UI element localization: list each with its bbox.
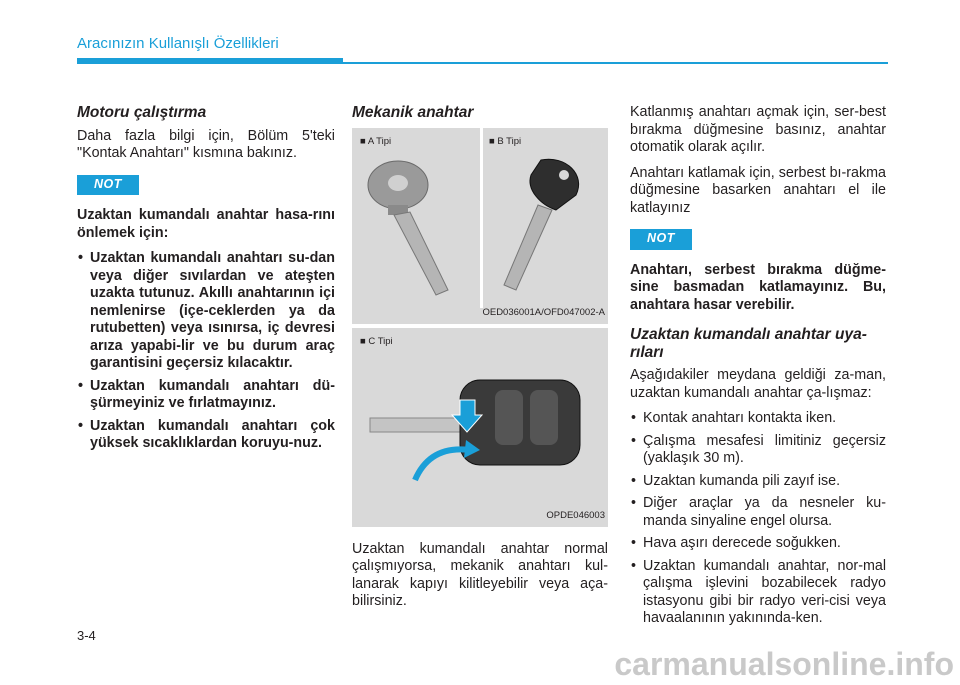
list-item: • Kontak anahtarı kontakta iken. — [630, 410, 886, 428]
key-type-a-image — [358, 150, 478, 300]
key-figure-bottom — [352, 328, 608, 527]
paragraph: Aşağıdakiler meydana geldiği za-man, uzaktan kumandalı anahtar ça-lışmaz: — [630, 367, 886, 401]
note-badge: NOT — [77, 175, 139, 196]
header-bar — [77, 58, 343, 64]
paragraph: Uzaktan kumandalı anahtar normal çalışmıyorsa, mekanik anahtarı kul-lanarak kapıyı kilitleyebilir veya aça-bilirsiniz. — [352, 540, 608, 609]
conditions-list — [630, 410, 886, 628]
list-item: • Uzaktan kumandalı anahtar, nor-mal çalışma işlevini bozabilecek radyo istasyonu gibi bir radyo veri-cisi veya havaalanının yakınında-ken. — [630, 558, 886, 628]
paragraph: Katlanmış anahtarı açmak için, ser-best bırakma düğmesine basınız, anahtar otomatik olarak açılır. — [630, 104, 886, 155]
list-item: • Hava aşırı derecede soğukken. — [630, 535, 886, 553]
warning-list — [77, 250, 335, 453]
header-line — [343, 62, 888, 64]
figure-label-a: ■ A Tipi — [360, 135, 392, 147]
section-title-mechanical-key: Mekanik anahtar — [352, 104, 474, 121]
watermark: carmanualsonline.info — [614, 646, 954, 682]
paragraph: Anahtarı katlamak için, serbest bı-rakma düğmesine basarken anahtarı el ile katlayınız — [630, 164, 886, 216]
list-item: • Uzaktan kumanda pili zayıf ise. — [630, 473, 886, 491]
page-number: 3-4 — [77, 628, 96, 643]
paragraph: Daha fazla bilgi için, Bölüm 5'teki "Kontak Anahtarı" kısmına bakınız. — [77, 127, 335, 161]
figure-label-b: ■ B Tipi — [489, 135, 522, 147]
figure-code: OPDE046003 — [546, 510, 605, 521]
list-item: • Uzaktan kumandalı anahtarı dü-şürmeyiniz ve fırlatmayınız. — [77, 378, 335, 413]
list-item: • Diğer araçlar ya da nesneler ku-manda sinyaline engel olursa. — [630, 495, 886, 530]
note-badge: NOT — [630, 229, 692, 250]
figure-divider — [480, 128, 483, 308]
column-right — [630, 104, 886, 636]
column-left — [77, 104, 335, 461]
note-text: Anahtarı, serbest bırakma düğme-sine basmadan katlamayınız. Bu, anahtara hasar verebilir. — [630, 261, 886, 313]
key-type-b-image — [486, 150, 606, 300]
header-title: Aracınızın Kullanışlı Özellikleri — [77, 35, 279, 52]
column-middle — [352, 104, 608, 619]
figure-code: OED036001A/OFD047002-A — [482, 307, 605, 318]
note-heading: Uzaktan kumandalı anahtar hasa-rını önlemek için: — [77, 207, 335, 241]
list-item: • Uzaktan kumandalı anahtarı su-dan veya diğer sıvılardan ve ateşten uzakta tutunuz. Akıllı anahtarının içi nemlenirse (içe-ceklerden ya da rutubetten) veya ısınırsa, iç devresi arıza yapabi-lir ve bu durum araç garantisini geçersiz kılacaktır. — [77, 250, 335, 373]
section-title-remote-warnings: Uzaktan kumandalı anahtar uya-rıları — [630, 326, 867, 361]
figure-label-c: ■ C Tipi — [360, 335, 393, 347]
key-figure-top — [352, 128, 608, 324]
list-item: • Uzaktan kumandalı anahtarı çok yüksek sıcaklıklardan koruyu-nuz. — [77, 418, 335, 453]
section-title-engine-start: Motoru çalıştırma — [77, 104, 207, 121]
key-type-c-image — [360, 350, 600, 510]
list-item: • Çalışma mesafesi limitiniz geçersiz (yaklaşık 30 m). — [630, 433, 886, 468]
